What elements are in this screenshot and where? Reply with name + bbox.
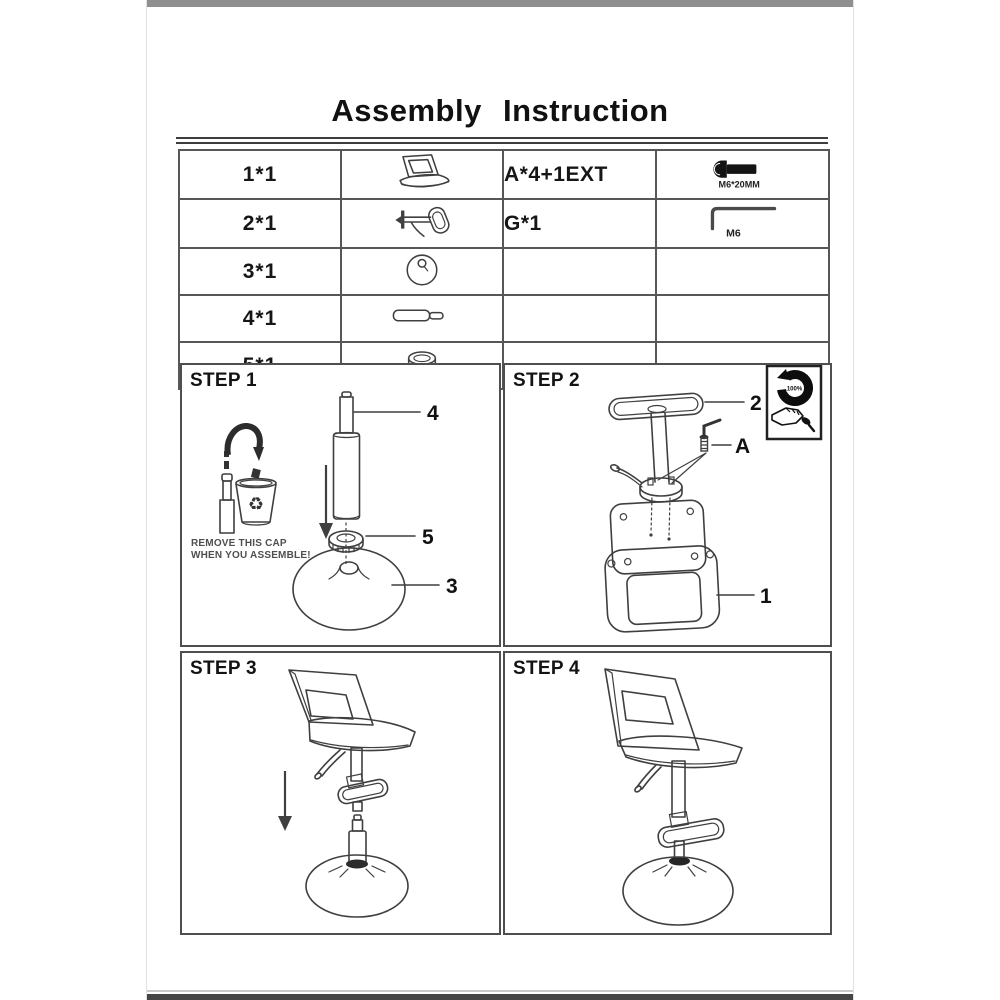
part-2-qty: 2*1: [179, 199, 341, 248]
page-bottom-shadow: [147, 990, 853, 992]
step1-illustration: [182, 365, 499, 645]
step2-panel: [503, 363, 832, 647]
seat-underside-drawing: [602, 499, 721, 633]
tighten-100-label: 100%: [786, 386, 803, 393]
tighten-instruction-box: [767, 366, 821, 439]
parts-row-1: [179, 150, 829, 199]
lower-arrow: [278, 771, 292, 831]
footrest-part-icon: [387, 201, 457, 241]
step4-panel: [503, 651, 832, 935]
parts-row-4: [179, 295, 829, 342]
bolt-m6x20-icon: [683, 151, 803, 193]
parts-row-3: [179, 248, 829, 295]
chair-top-drawing: [289, 670, 415, 811]
hardware-empty-4b: [656, 295, 829, 342]
part-2-image-cell: [341, 199, 503, 248]
gas-lift-drawing: [334, 392, 360, 519]
part-4-image-cell: [341, 295, 503, 342]
page-left-edge: [146, 0, 147, 1000]
step3-label: STEP 3: [190, 658, 257, 679]
title-divider: [176, 137, 828, 144]
remove-cap-note: [191, 538, 311, 561]
gas-lift-part-icon: [382, 296, 462, 336]
hardware-a-image-cell: [656, 150, 829, 199]
footrest-drawing: [608, 393, 703, 421]
allen-key-size-label: M6: [725, 227, 741, 240]
part-4-qty: 4*1: [179, 295, 341, 342]
callout-4: 4: [427, 402, 439, 425]
remove-cap-note-line2: WHEN YOU ASSEMBLE!: [191, 549, 311, 561]
callout-1: 1: [760, 585, 772, 608]
page-top-edge: [147, 0, 853, 7]
hardware-g-label: G*1: [503, 199, 656, 248]
base-part-icon: [387, 249, 457, 289]
step2-label: STEP 2: [513, 370, 580, 391]
callout-a: A: [735, 435, 751, 458]
callout-5: 5: [422, 526, 434, 549]
step4-illustration: [505, 653, 830, 933]
step3-illustration: [182, 653, 499, 933]
part-3-qty: 3*1: [179, 248, 341, 295]
page-bottom-edge: [147, 994, 853, 1000]
bolt-size-label: M6*20MM: [718, 179, 760, 190]
part-1-image-cell: [341, 150, 503, 199]
insert-arrow: [319, 465, 333, 539]
trash-can-drawing: [236, 468, 276, 525]
base-assembly-drawing: [306, 815, 408, 917]
hardware-empty-4: [503, 295, 656, 342]
step3-panel: [180, 651, 501, 935]
remove-cap-note-line1: REMOVE THIS CAP: [191, 538, 287, 549]
hardware-empty-3: [503, 248, 656, 295]
callout-2: 2: [750, 392, 762, 415]
recycle-icon: ♻: [247, 494, 265, 514]
step2-illustration: [505, 365, 830, 645]
hardware-a-label: A*4+1EXT: [503, 150, 656, 199]
page-title: Assembly Instruction: [331, 93, 669, 128]
seat-part-icon: [387, 152, 457, 192]
step1-callouts: [354, 402, 458, 598]
parts-table: [178, 149, 830, 390]
allen-key-m6-icon: [683, 200, 803, 242]
step2-callouts: [705, 392, 772, 608]
page-right-edge: [853, 0, 854, 1000]
part-3-image-cell: [341, 248, 503, 295]
parts-row-2: [179, 199, 829, 248]
callout-3: 3: [446, 575, 458, 598]
hardware-g-image-cell: [656, 199, 829, 248]
hardware-empty-3b: [656, 248, 829, 295]
step1-panel: [180, 363, 501, 647]
assembled-stool-drawing: [605, 669, 742, 925]
part-1-qty: 1*1: [179, 150, 341, 199]
screw-guide-dashes: [649, 498, 670, 541]
step4-label: STEP 4: [513, 658, 580, 679]
step1-label: STEP 1: [190, 370, 257, 391]
